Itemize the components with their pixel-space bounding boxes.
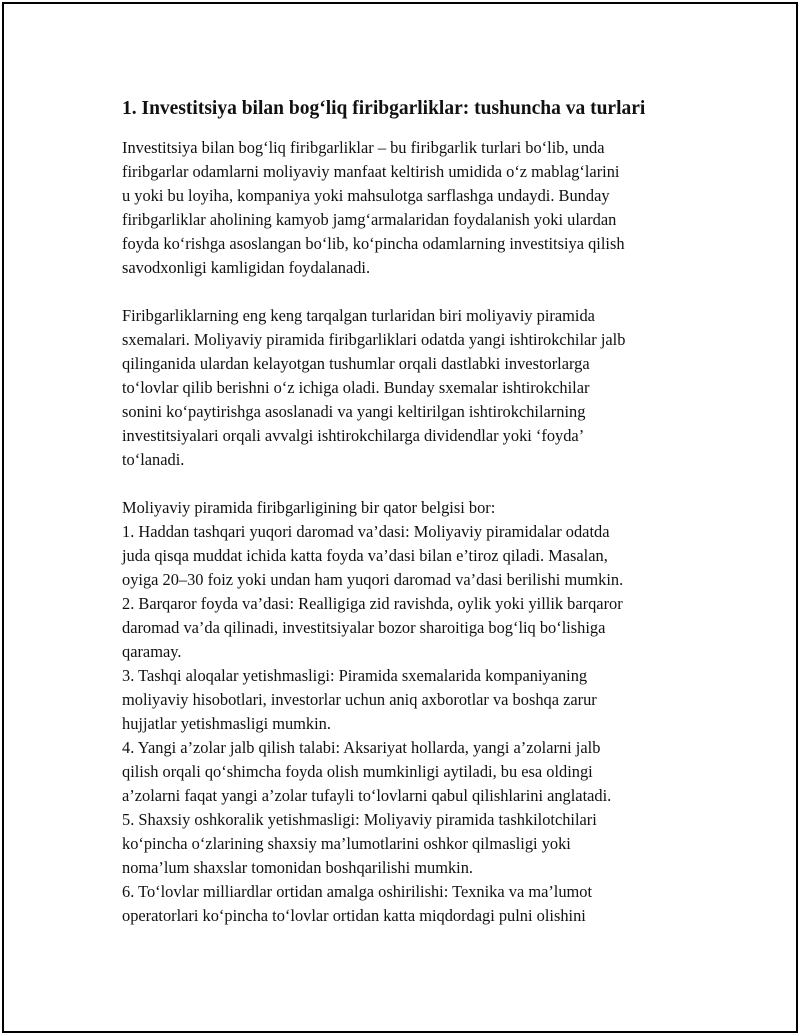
section-heading: 1. Investitsiya bilan bog‘liq firibgarliklar: tushuncha va turlari xyxy=(122,98,646,119)
text-line: moliyaviy hisobotlari, investorlar uchun aniq axborotlar va boshqa zarur xyxy=(122,690,597,709)
text-line: a’zolarni faqat yangi a’zolar tufayli to‘lovlarni qabul qilishlarini anglatadi. xyxy=(122,786,612,805)
text-line: daromad va’da qilinadi, investitsiyalar bozor sharoitiga bog‘liq bo‘lishiga xyxy=(122,618,606,637)
text-line: u yoki bu loyiha, kompaniya yoki mahsulotga sarflashga undaydi. Bunday xyxy=(122,186,610,205)
text-line: Investitsiya bilan bog‘liq firibgarliklar – bu firibgarlik turlari bo‘lib, unda xyxy=(122,138,605,157)
text-line: 3. Tashqi aloqalar yetishmasligi: Piramida sxemalarida kompaniyaning xyxy=(122,666,588,685)
text-line: operatorlari ko‘pincha to‘lovlar ortidan katta miqdordagi pulni olishini xyxy=(122,906,586,925)
text-line: oyiga 20–30 foiz yoki undan ham yuqori daromad va’dasi berilishi mumkin. xyxy=(122,570,624,589)
page xyxy=(2,2,798,1033)
text-line: 1. Haddan tashqari yuqori daromad va’dasi: Moliyaviy piramidalar odatda xyxy=(122,522,610,541)
text-line: savodxonligi kamligidan foydalanadi. xyxy=(122,258,371,277)
text-line: ko‘pincha o‘zlarining shaxsiy ma’lumotlarini oshkor qilmasligi yoki xyxy=(122,834,571,853)
text-line: qaramay. xyxy=(122,642,182,661)
text-line: noma’lum shaxslar tomonidan boshqarilishi mumkin. xyxy=(122,858,473,877)
text-line: Moliyaviy piramida firibgarligining bir qator belgisi bor: xyxy=(122,498,496,517)
paragraph xyxy=(122,136,692,280)
text-line: Firibgarliklarning eng keng tarqalgan turlaridan biri moliyaviy piramida xyxy=(122,306,595,325)
text-line: qilish orqali qo‘shimcha foyda olish mumkinligi aytiladi, bu esa oldingi xyxy=(122,762,593,781)
text-line: 6. To‘lovlar milliardlar ortidan amalga oshirilishi: Texnika va ma’lumot xyxy=(122,882,593,901)
paragraph xyxy=(122,304,692,472)
text-line: to‘lanadi. xyxy=(122,450,185,469)
text-line: 5. Shaxsiy oshkoralik yetishmasligi: Moliyaviy piramida tashkilotchilari xyxy=(122,810,597,829)
text-line: to‘lovlar qilib berishni o‘z ichiga oladi. Bunday sxemalar ishtirokchilar xyxy=(122,378,590,397)
text-line: firibgarliklar aholining kamyob jamg‘armalaridan foydalanish yoki ulardan xyxy=(122,210,617,229)
text-line: 4. Yangi a’zolar jalb qilish talabi: Aksariyat hollarda, yangi a’zolarni jalb xyxy=(122,738,601,757)
document-body xyxy=(122,96,692,928)
text-line: investitsiyalari orqali avvalgi ishtirokchilarga dividendlar yoki ‘foyda’ xyxy=(122,426,585,445)
text-line: juda qisqa muddat ichida katta foyda va’dasi bilan e’tiroz qiladi. Masalan, xyxy=(122,546,608,565)
text-line: qilinganida ulardan kelayotgan tushumlar orqali dastlabki investorlarga xyxy=(122,354,590,373)
text-line: sonini ko‘paytirishga asoslanadi va yangi keltirilgan ishtirokchilarning xyxy=(122,402,586,421)
paragraphs xyxy=(122,136,692,928)
text-line: foyda ko‘rishga asoslangan bo‘lib, ko‘pincha odamlarning investitsiya qilish xyxy=(122,234,625,253)
text-line: 2. Barqaror foyda va’dasi: Realligiga zid ravishda, oylik yoki yillik barqaror xyxy=(122,594,623,613)
paragraph xyxy=(122,496,692,928)
text-line: firibgarlar odamlarni moliyaviy manfaat keltirish umidida o‘z mablag‘larini xyxy=(122,162,620,181)
text-line: sxemalari. Moliyaviy piramida firibgarliklari odatda yangi ishtirokchilar jalb xyxy=(122,330,626,349)
text-line: hujjatlar yetishmasligi mumkin. xyxy=(122,714,331,733)
